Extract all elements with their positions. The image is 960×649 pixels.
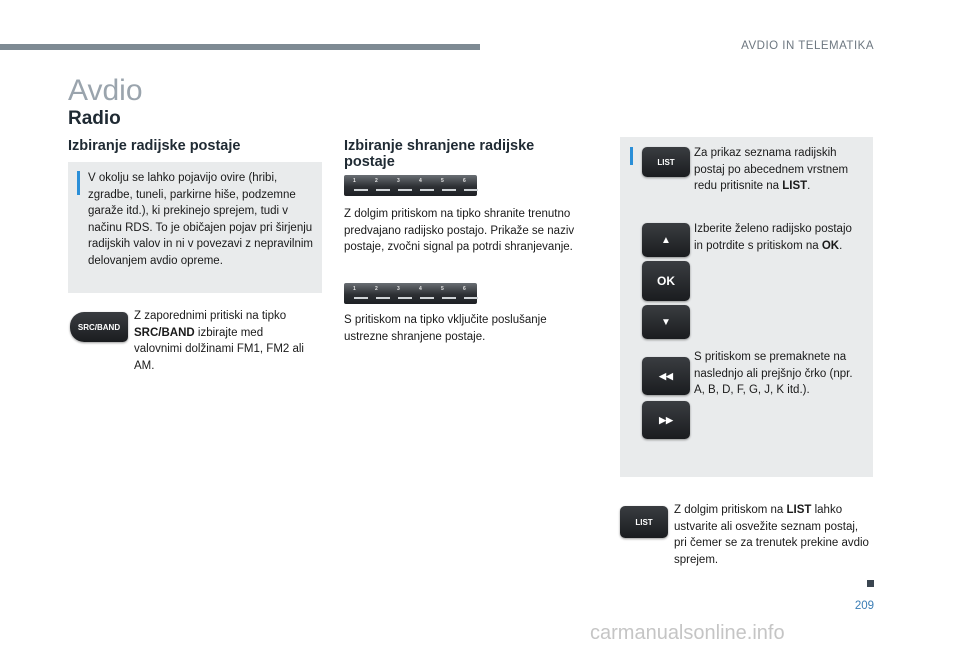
down-arrow-button[interactable]: ▼ [642, 305, 690, 339]
section-title: AVDIO IN TELEMATIKA [741, 40, 874, 52]
letter-skip-text: S pritiskom se premaknete na naslednjo ali prejšnjo črko (npr. A, B, D, F, G, J, K itd.). [694, 351, 853, 396]
ok-button[interactable]: OK [642, 261, 690, 301]
preset-label-3: 3 [397, 286, 400, 292]
info-icon [630, 147, 633, 165]
preset-label-5: 5 [441, 178, 444, 184]
preset-strip-1[interactable] [344, 175, 477, 196]
preset-listen-text: S pritiskom na tipko vključite poslušanje ustrezne shranjene postaje. [344, 314, 547, 343]
info-icon [77, 171, 80, 195]
page-number: 209 [854, 600, 874, 612]
src-band-button[interactable]: SRC/BAND [70, 312, 128, 342]
header-bar [0, 44, 480, 50]
preset-save-text: Z dolgim pritiskom na tipko shranite trenutno predvajano radijsko postajo. Prikaže se naziv postaje, zvočni signal pa potrdi shranjevanje. [344, 208, 575, 253]
list-refresh-text: Z dolgim pritiskom na LIST lahko ustvarite ali osvežite seznam postaj, pri čemer se za trenutek prekine avdio sprejem. [674, 504, 869, 566]
preset-label-2: 2 [375, 286, 378, 292]
list-text: Za prikaz seznama radijskih postaj po abecednem vrstnem redu pritisnite na LIST. [694, 147, 849, 192]
preset-label-6: 6 [463, 286, 466, 292]
page-subtitle: Radio [68, 108, 121, 129]
preset-strip-2[interactable] [344, 283, 477, 304]
preset-label-3: 3 [397, 178, 400, 184]
forward-button[interactable]: ▶▶ [642, 401, 690, 439]
src-band-text: Z zaporednimi pritiski na tipko SRC/BAND izbirajte med valovnimi dolžinami FM1, FM2 ali AM. [134, 310, 304, 372]
heading-select-station: Izbiranje radijske postaje [68, 138, 241, 154]
page-title: Avdio [68, 74, 143, 107]
select-text: Izberite želeno radijsko postajo in potrdite s pritiskom na OK. [694, 223, 852, 252]
list-panel [620, 137, 873, 477]
info-text: V okolju se lahko pojavijo ovire (hribi, zgradbe, tuneli, parkirne hiše, podzemne garaže itd.), ki prekinejo sprejem, tudi v načinu RDS. To je običajen pojav pri širjenju radijskih valov in ni v povezavi z nepravilnim delovanjem avdio opreme. [88, 172, 313, 267]
rewind-button[interactable]: ◀◀ [642, 357, 690, 395]
list-button[interactable]: LIST [642, 147, 690, 177]
heading-preset-station: Izbiranje shranjene radijske postaje [344, 138, 535, 170]
preset-label-5: 5 [441, 286, 444, 292]
preset-label-6: 6 [463, 178, 466, 184]
preset-label-1: 1 [353, 286, 356, 292]
end-marker [867, 580, 874, 587]
list-long-press-button[interactable]: LIST [620, 506, 668, 538]
info-box-reception [68, 162, 322, 293]
preset-label-1: 1 [353, 178, 356, 184]
preset-label-2: 2 [375, 178, 378, 184]
preset-label-4: 4 [419, 178, 422, 184]
watermark: carmanualsonline.info [590, 622, 785, 644]
preset-label-4: 4 [419, 286, 422, 292]
up-arrow-button[interactable]: ▲ [642, 223, 690, 257]
